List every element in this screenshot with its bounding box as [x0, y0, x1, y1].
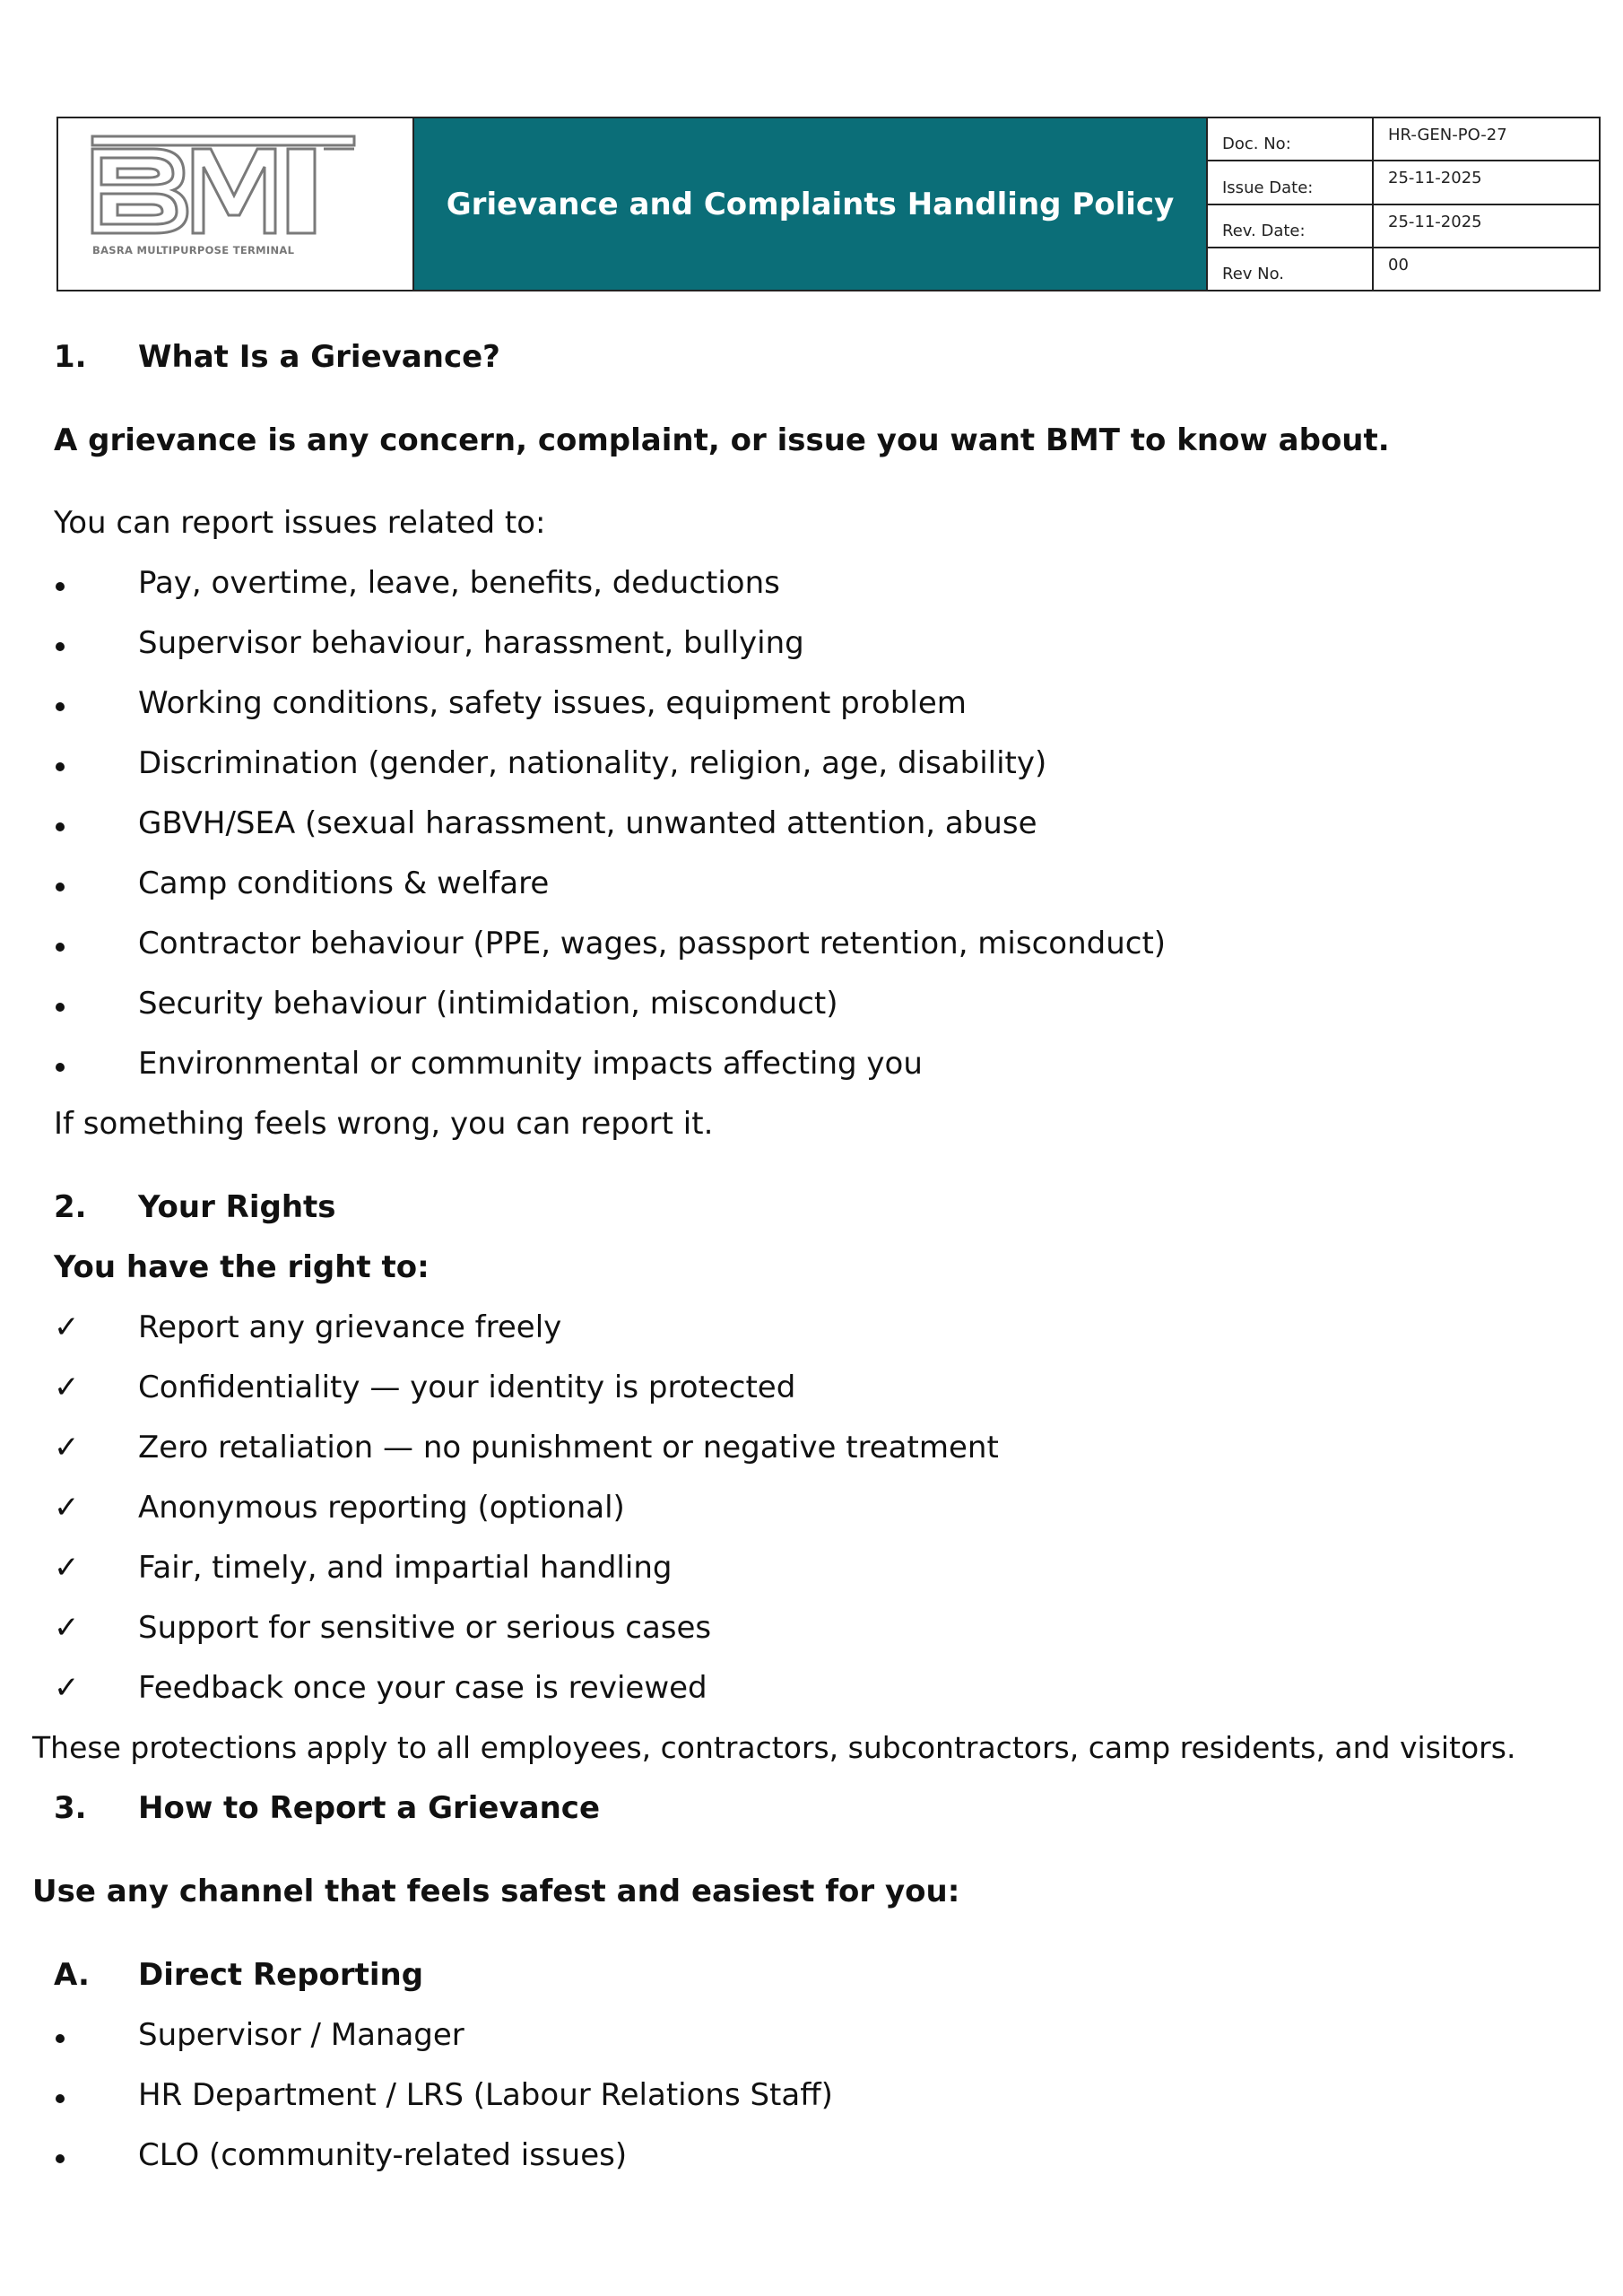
- bullet-icon: [56, 582, 65, 591]
- list-item-text: Feedback once your case is reviewed: [138, 1670, 707, 1706]
- meta-value: 00: [1388, 255, 1409, 274]
- list-item-text: Working conditions, safety issues, equipment problem: [138, 685, 967, 721]
- check-icon: ✓: [54, 1430, 80, 1465]
- meta-value: 25-11-2025: [1388, 212, 1482, 231]
- meta-label: Rev. Date:: [1208, 205, 1374, 247]
- check-icon: ✓: [54, 1550, 80, 1586]
- subsection-letter: A.: [54, 1957, 90, 1993]
- list-item-text: Discrimination (gender, nationality, religion, age, disability): [138, 745, 1047, 781]
- meta-row-rev-date: [1208, 205, 1599, 248]
- meta-row-doc-no: [1208, 118, 1599, 161]
- bullet-icon: [56, 2094, 65, 2103]
- meta-value: 25-11-2025: [1388, 169, 1482, 188]
- list-item-text: Contractor behaviour (PPE, wages, passport retention, misconduct): [138, 926, 1167, 961]
- section-number: 3.: [54, 1790, 87, 1826]
- meta-label: Issue Date:: [1208, 161, 1374, 203]
- bullet-icon: [56, 762, 65, 771]
- bullet-icon: [56, 943, 65, 952]
- check-icon: ✓: [54, 1370, 80, 1405]
- list-item-text: HR Department / LRS (Labour Relations Staff): [138, 2077, 833, 2113]
- document-title: Grievance and Complaints Handling Policy: [446, 186, 1175, 222]
- section-title: Your Rights: [138, 1189, 336, 1225]
- logo-cell: [58, 118, 414, 290]
- list-item-text: Supervisor / Manager: [138, 2017, 464, 2053]
- meta-row-rev-no: [1208, 248, 1599, 290]
- list-item-text: Confidentiality — your identity is protected: [138, 1370, 796, 1405]
- title-cell: [414, 118, 1208, 290]
- section-number: 1.: [54, 339, 87, 375]
- bullet-icon: [56, 1003, 65, 1012]
- meta-value: HR-GEN-PO-27: [1388, 126, 1507, 144]
- check-icon: ✓: [54, 1610, 80, 1646]
- rights-subtitle: You have the right to:: [54, 1249, 430, 1285]
- bmt-logo: [91, 133, 386, 240]
- list-item-text: Fair, timely, and impartial handling: [138, 1550, 673, 1586]
- meta-label: Doc. No:: [1208, 118, 1374, 160]
- bullet-icon: [56, 2034, 65, 2043]
- section-1-closing: If something feels wrong, you can report it.: [54, 1106, 714, 1142]
- document-meta-table: [1208, 118, 1599, 290]
- list-item-text: Anonymous reporting (optional): [138, 1490, 625, 1526]
- grievance-definition: A grievance is any concern, complaint, or issue you want BMT to know about.: [54, 422, 1390, 458]
- bullet-icon: [56, 702, 65, 711]
- list-item-text: GBVH/SEA (sexual harassment, unwanted attention, abuse: [138, 805, 1037, 841]
- meta-label: Rev No.: [1208, 248, 1374, 290]
- document-header: [56, 117, 1601, 291]
- check-icon: ✓: [54, 1490, 80, 1526]
- list-item-text: Pay, overtime, leave, benefits, deductions: [138, 565, 780, 601]
- bullet-icon: [56, 2154, 65, 2163]
- subsection-title: Direct Reporting: [138, 1957, 424, 1993]
- section-title: What Is a Grievance?: [138, 339, 500, 375]
- list-item-text: Supervisor behaviour, harassment, bullying: [138, 625, 804, 661]
- list-item-text: Support for sensitive or serious cases: [138, 1610, 712, 1646]
- check-icon: ✓: [54, 1309, 80, 1345]
- list-item-text: Report any grievance freely: [138, 1309, 562, 1345]
- bullet-icon: [56, 642, 65, 651]
- list-item-text: Environmental or community impacts affecting you: [138, 1046, 923, 1082]
- section-number: 2.: [54, 1189, 87, 1225]
- list-item-text: CLO (community-related issues): [138, 2137, 628, 2173]
- list-item-text: Security behaviour (intimidation, misconduct): [138, 986, 838, 1022]
- bullet-icon: [56, 822, 65, 831]
- meta-row-issue-date: [1208, 161, 1599, 204]
- logo-subtitle: BASRA MULTIPURPOSE TERMINAL: [92, 244, 295, 257]
- list-item-text: Camp conditions & welfare: [138, 865, 550, 901]
- report-intro: You can report issues related to:: [54, 505, 546, 541]
- list-item-text: Zero retaliation — no punishment or negative treatment: [138, 1430, 999, 1465]
- bullet-icon: [56, 883, 65, 891]
- channels-subtitle: Use any channel that feels safest and easiest for you:: [32, 1874, 960, 1909]
- check-icon: ✓: [54, 1670, 80, 1706]
- section-title: How to Report a Grievance: [138, 1790, 600, 1826]
- bullet-icon: [56, 1063, 65, 1072]
- section-2-closing: These protections apply to all employees, contractors, subcontractors, camp residents, and visitors.: [32, 1730, 1516, 1765]
